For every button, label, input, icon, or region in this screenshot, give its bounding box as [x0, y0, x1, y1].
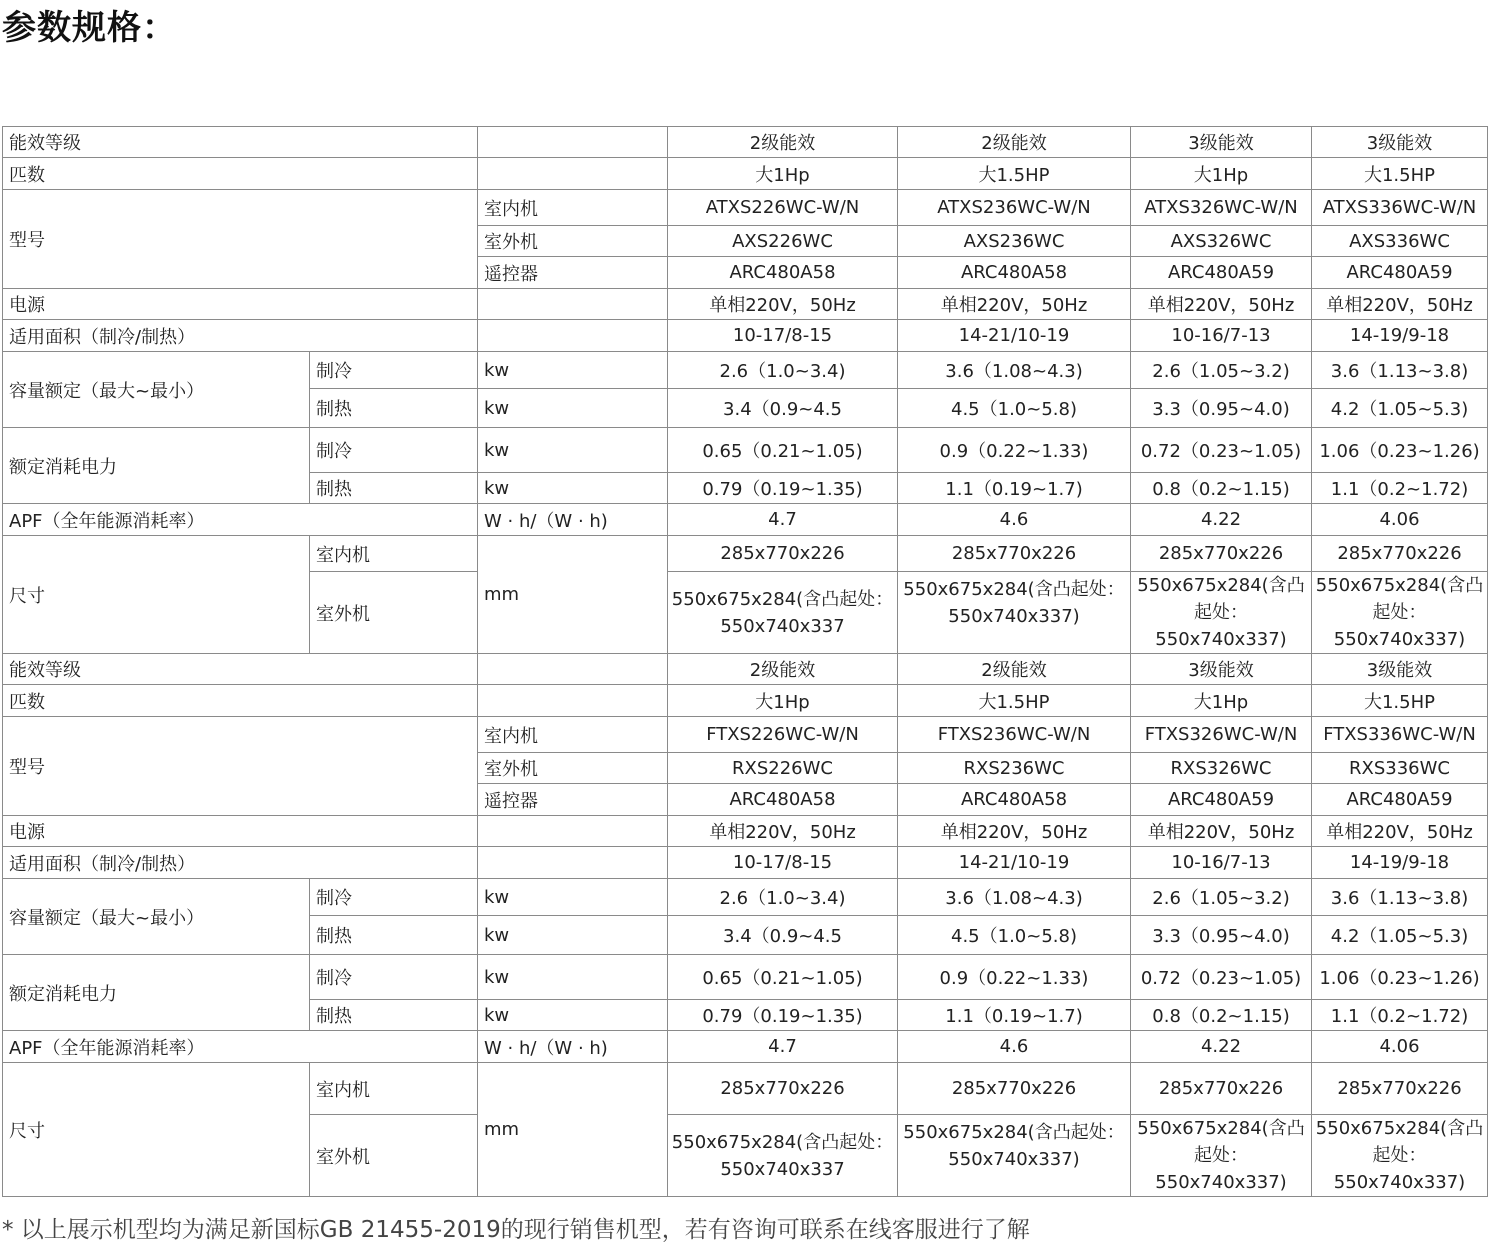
cell-remote: ARC480A59 — [1312, 784, 1488, 816]
cell-hp: 大1.5HP — [1312, 685, 1488, 717]
label-unit-kw: kw — [478, 916, 668, 955]
table-row-apf — [3, 504, 1488, 536]
label-remote: 遥控器 — [478, 257, 668, 289]
label-power: 电源 — [3, 289, 478, 320]
cell-remote: ARC480A59 — [1131, 257, 1312, 289]
cell-remote: ARC480A58 — [668, 257, 898, 289]
cell-grade: 2级能效 — [898, 654, 1131, 685]
cell-capacity-heating: 3.4（0.9~4.5 — [668, 916, 898, 955]
cell-remote: ARC480A58 — [668, 784, 898, 816]
label-cooling: 制冷 — [310, 955, 478, 1000]
label-cooling: 制冷 — [310, 352, 478, 389]
label-hp: 匹数 — [3, 158, 478, 190]
cell-hp: 大1Hp — [668, 685, 898, 717]
cell-hp: 大1Hp — [668, 158, 898, 190]
cell-remote: ARC480A59 — [1131, 784, 1312, 816]
label-indoor: 室内机 — [310, 1063, 478, 1115]
label-unit-kw: kw — [478, 428, 668, 473]
cell-grade: 3级能效 — [1312, 654, 1488, 685]
label-unit-kw: kw — [478, 955, 668, 1000]
cell-size-indoor: 285x770x226 — [668, 1063, 898, 1115]
cell-power: 单相220V，50Hz — [1131, 289, 1312, 320]
cell-area: 10-17/8-15 — [668, 320, 898, 352]
cell-size-indoor: 285x770x226 — [1131, 1063, 1312, 1115]
label-unit-apf: W · h/（W · h) — [478, 504, 668, 536]
label-area: 适用面积（制冷/制热） — [3, 847, 478, 879]
cell-capacity-cooling: 3.6（1.08~4.3) — [898, 352, 1131, 389]
table-row-indoor — [3, 717, 1488, 753]
label-model: 型号 — [3, 190, 478, 289]
cell-consumption-heating: 0.79（0.19~1.35) — [668, 473, 898, 504]
cell-hp: 大1Hp — [1131, 158, 1312, 190]
cell-consumption-cooling: 0.72（0.23~1.05) — [1131, 955, 1312, 1000]
cell-grade: 2级能效 — [668, 127, 898, 158]
label-unit-kw: kw — [478, 1000, 668, 1031]
cell-capacity-cooling: 3.6（1.13~3.8) — [1312, 352, 1488, 389]
table-row-power — [3, 816, 1488, 847]
cell-consumption-cooling: 1.06（0.23~1.26) — [1312, 428, 1488, 473]
label-heating: 制热 — [310, 473, 478, 504]
label-unit-kw: kw — [478, 389, 668, 428]
cell-consumption-heating: 0.79（0.19~1.35) — [668, 1000, 898, 1031]
cell-area: 14-21/10-19 — [898, 847, 1131, 879]
cell-size-outdoor: 550x675x284(含凸起处：550x740x337) — [1131, 572, 1312, 654]
cell-capacity-heating: 3.3（0.95~4.0) — [1131, 389, 1312, 428]
table-row-capacity-cooling — [3, 352, 1488, 389]
page-title: 参数规格： — [2, 8, 177, 48]
cell-consumption-heating: 1.1（0.19~1.7) — [898, 473, 1131, 504]
cell-indoor-model: FTXS226WC-W/N — [668, 717, 898, 753]
label-indoor: 室内机 — [478, 190, 668, 226]
cell-size-outdoor: 550x675x284(含凸起处：550x740x337 — [668, 572, 898, 654]
cell-remote: ARC480A58 — [898, 784, 1131, 816]
cell-capacity-cooling: 2.6（1.0~3.4) — [668, 879, 898, 916]
cell-area: 14-19/9-18 — [1312, 847, 1488, 879]
cell-capacity-cooling: 3.6（1.08~4.3) — [898, 879, 1131, 916]
cell-consumption-cooling: 0.72（0.23~1.05) — [1131, 428, 1312, 473]
table-row-size-indoor — [3, 1063, 1488, 1115]
table-row-area — [3, 847, 1488, 879]
label-size: 尺寸 — [3, 536, 310, 654]
cell-size-outdoor: 550x675x284(含凸起处：550x740x337) — [898, 572, 1131, 654]
cell-indoor-model: FTXS336WC-W/N — [1312, 717, 1488, 753]
label-energy-grade: 能效等级 — [3, 127, 478, 158]
label-power: 电源 — [3, 816, 478, 847]
cell-apf: 4.06 — [1312, 1031, 1488, 1063]
cell-outdoor-model: RXS336WC — [1312, 753, 1488, 784]
table-row-grade — [3, 654, 1488, 685]
cell-power: 单相220V，50Hz — [668, 816, 898, 847]
table-row-consumption-cooling — [3, 428, 1488, 473]
cell-hp: 大1Hp — [1131, 685, 1312, 717]
label-indoor: 室内机 — [310, 536, 478, 572]
cell-size-indoor: 285x770x226 — [1131, 536, 1312, 572]
cell-power: 单相220V，50Hz — [1312, 816, 1488, 847]
table-row-capacity-cooling — [3, 879, 1488, 916]
table-row-power — [3, 289, 1488, 320]
cell-apf: 4.22 — [1131, 504, 1312, 536]
cell-indoor-model: ATXS236WC-W/N — [898, 190, 1131, 226]
cell-outdoor-model: RXS236WC — [898, 753, 1131, 784]
label-consumption: 额定消耗电力 — [3, 428, 310, 504]
label-consumption: 额定消耗电力 — [3, 955, 310, 1031]
cell-area: 14-21/10-19 — [898, 320, 1131, 352]
cell-area: 10-17/8-15 — [668, 847, 898, 879]
cell-size-outdoor: 550x675x284(含凸起处：550x740x337 — [668, 1115, 898, 1197]
cell-capacity-heating: 3.3（0.95~4.0) — [1131, 916, 1312, 955]
label-apf: APF（全年能源消耗率） — [3, 1031, 478, 1063]
cell-power: 单相220V，50Hz — [1312, 289, 1488, 320]
table-row-hp — [3, 158, 1488, 190]
label-cooling: 制冷 — [310, 428, 478, 473]
cell-indoor-model: ATXS226WC-W/N — [668, 190, 898, 226]
table-row-size-indoor — [3, 536, 1488, 572]
cell-consumption-cooling: 0.65（0.21~1.05) — [668, 955, 898, 1000]
cell-consumption-cooling: 0.9（0.22~1.33) — [898, 428, 1131, 473]
label-outdoor: 室外机 — [310, 1115, 478, 1197]
cell-area: 10-16/7-13 — [1131, 320, 1312, 352]
label-model: 型号 — [3, 717, 478, 816]
cell-size-outdoor: 550x675x284(含凸起处：550x740x337) — [1312, 1115, 1488, 1197]
spec-table-2 — [2, 653, 1488, 1197]
cell-indoor-model: FTXS326WC-W/N — [1131, 717, 1312, 753]
cell-apf: 4.06 — [1312, 504, 1488, 536]
cell-indoor-model: ATXS326WC-W/N — [1131, 190, 1312, 226]
label-hp: 匹数 — [3, 685, 478, 717]
cell-capacity-heating: 4.5（1.0~5.8) — [898, 916, 1131, 955]
label-unit-kw: kw — [478, 352, 668, 389]
cell-outdoor-model: AXS236WC — [898, 226, 1131, 257]
cell-apf: 4.22 — [1131, 1031, 1312, 1063]
cell-outdoor-model: AXS226WC — [668, 226, 898, 257]
cell-power: 单相220V，50Hz — [668, 289, 898, 320]
cell-remote: ARC480A59 — [1312, 257, 1488, 289]
label-unit-kw: kw — [478, 473, 668, 504]
cell-power: 单相220V，50Hz — [898, 816, 1131, 847]
cell-area: 10-16/7-13 — [1131, 847, 1312, 879]
cell-hp: 大1.5HP — [898, 685, 1131, 717]
table-row-grade — [3, 127, 1488, 158]
cell-remote: ARC480A58 — [898, 257, 1131, 289]
label-unit-mm: mm — [478, 1063, 668, 1197]
cell-apf: 4.6 — [898, 504, 1131, 536]
cell-hp: 大1.5HP — [898, 158, 1131, 190]
cell-consumption-heating: 0.8（0.2~1.15) — [1131, 473, 1312, 504]
footnote: * 以上展示机型均为满足新国标GB 21455-2019的现行销售机型，若有咨询可联系在线客服进行了解 — [2, 1217, 1030, 1243]
cell-size-indoor: 285x770x226 — [1312, 536, 1488, 572]
cell-size-indoor: 285x770x226 — [898, 536, 1131, 572]
label-heating: 制热 — [310, 916, 478, 955]
cell-power: 单相220V，50Hz — [1131, 816, 1312, 847]
cell-size-outdoor: 550x675x284(含凸起处：550x740x337) — [1312, 572, 1488, 654]
table-row-apf — [3, 1031, 1488, 1063]
table-row-indoor — [3, 190, 1488, 226]
cell-capacity-heating: 4.2（1.05~5.3) — [1312, 389, 1488, 428]
cell-consumption-heating: 1.1（0.19~1.7) — [898, 1000, 1131, 1031]
table-row-consumption-cooling — [3, 955, 1488, 1000]
label-apf: APF（全年能源消耗率） — [3, 504, 478, 536]
cell-grade: 2级能效 — [898, 127, 1131, 158]
cell-grade: 3级能效 — [1131, 654, 1312, 685]
label-remote: 遥控器 — [478, 784, 668, 816]
label-energy-grade: 能效等级 — [3, 654, 478, 685]
cell-size-indoor: 285x770x226 — [898, 1063, 1131, 1115]
cell-size-outdoor: 550x675x284(含凸起处：550x740x337) — [1131, 1115, 1312, 1197]
cell-capacity-heating: 4.5（1.0~5.8) — [898, 389, 1131, 428]
cell-capacity-cooling: 2.6（1.05~3.2) — [1131, 352, 1312, 389]
cell-hp: 大1.5HP — [1312, 158, 1488, 190]
cell-consumption-cooling: 0.65（0.21~1.05) — [668, 428, 898, 473]
table-row-hp — [3, 685, 1488, 717]
cell-consumption-heating: 0.8（0.2~1.15) — [1131, 1000, 1312, 1031]
cell-capacity-cooling: 2.6（1.0~3.4) — [668, 352, 898, 389]
cell-outdoor-model: RXS226WC — [668, 753, 898, 784]
label-cooling: 制冷 — [310, 879, 478, 916]
cell-consumption-cooling: 1.06（0.23~1.26) — [1312, 955, 1488, 1000]
label-outdoor: 室外机 — [478, 226, 668, 257]
cell-capacity-cooling: 2.6（1.05~3.2) — [1131, 879, 1312, 916]
spec-table-1 — [2, 126, 1488, 654]
table-row-area — [3, 320, 1488, 352]
cell-consumption-heating: 1.1（0.2~1.72) — [1312, 473, 1488, 504]
label-area: 适用面积（制冷/制热） — [3, 320, 478, 352]
cell-apf: 4.7 — [668, 504, 898, 536]
cell-power: 单相220V，50Hz — [898, 289, 1131, 320]
cell-capacity-cooling: 3.6（1.13~3.8) — [1312, 879, 1488, 916]
cell-indoor-model: FTXS236WC-W/N — [898, 717, 1131, 753]
cell-size-outdoor: 550x675x284(含凸起处：550x740x337) — [898, 1115, 1131, 1197]
label-unit-kw: kw — [478, 879, 668, 916]
cell-apf: 4.7 — [668, 1031, 898, 1063]
cell-grade: 3级能效 — [1312, 127, 1488, 158]
label-capacity: 容量额定（最大~最小） — [3, 879, 310, 955]
label-outdoor: 室外机 — [310, 572, 478, 654]
cell-area: 14-19/9-18 — [1312, 320, 1488, 352]
label-unit-mm: mm — [478, 536, 668, 654]
label-heating: 制热 — [310, 1000, 478, 1031]
cell-outdoor-model: AXS336WC — [1312, 226, 1488, 257]
cell-size-indoor: 285x770x226 — [1312, 1063, 1488, 1115]
cell-capacity-heating: 3.4（0.9~4.5 — [668, 389, 898, 428]
cell-capacity-heating: 4.2（1.05~5.3) — [1312, 916, 1488, 955]
cell-consumption-heating: 1.1（0.2~1.72) — [1312, 1000, 1488, 1031]
label-capacity: 容量额定（最大~最小） — [3, 352, 310, 428]
cell-consumption-cooling: 0.9（0.22~1.33) — [898, 955, 1131, 1000]
label-unit-apf: W · h/（W · h) — [478, 1031, 668, 1063]
label-outdoor: 室外机 — [478, 753, 668, 784]
cell-grade: 2级能效 — [668, 654, 898, 685]
cell-grade: 3级能效 — [1131, 127, 1312, 158]
label-size: 尺寸 — [3, 1063, 310, 1197]
cell-indoor-model: ATXS336WC-W/N — [1312, 190, 1488, 226]
label-indoor: 室内机 — [478, 717, 668, 753]
cell-outdoor-model: AXS326WC — [1131, 226, 1312, 257]
cell-apf: 4.6 — [898, 1031, 1131, 1063]
cell-size-indoor: 285x770x226 — [668, 536, 898, 572]
cell-outdoor-model: RXS326WC — [1131, 753, 1312, 784]
label-heating: 制热 — [310, 389, 478, 428]
